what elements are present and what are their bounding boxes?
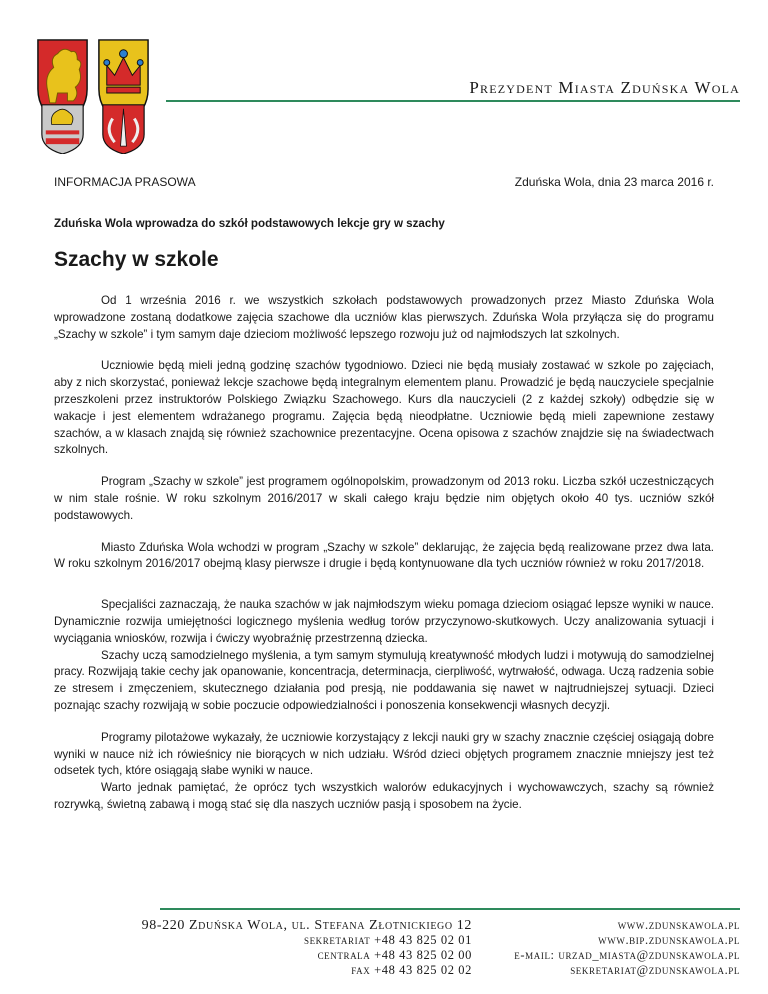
city-crest-logo	[34, 36, 152, 154]
coat-of-arms-icon	[34, 36, 152, 154]
press-release-label: INFORMACJA PRASOWA	[54, 175, 196, 189]
paragraph: Program „Szachy w szkole” jest programem ogólnopolskim, prowadzonym od 2013 roku. Liczba szkół uczestniczących w nim stale rośnie. W roku szkolnym 2016/2017 w skali całego kraju będzie nim objętych około 40 tys. uczniów szkół podstawowych.	[54, 475, 714, 522]
paragraph: Specjaliści zaznaczają, że nauka szachów w jak najmłodszym wieku pomaga dzieciom osiągać lepsze wyniki w nauce. Dynamicznie rozwija umiejętności logicznego myślenia według torów przyczynowo-skutkowych. Uczy analizowania sytuacji i wyciągania wniosków, rozwija i ćwiczy wyobraźnię przestrzenną dziecka.	[54, 598, 714, 645]
footer-email-link[interactable]: e-mail: urzad_miasta@zdunskawola.pl	[514, 948, 740, 962]
article-body	[54, 293, 714, 814]
paragraph: Warto jednak pamiętać, że oprócz tych wszystkich walorów edukacyjnych i wychowawczych, szachy są również rozrywką, świetną zabawą i mogą stać się dla naszych uczniów pasją i sposobem na życie.	[54, 781, 714, 811]
organization-name: Prezydent Miasta Zduńska Wola	[469, 78, 740, 97]
paragraph: Od 1 września 2016 r. we wszystkich szkołach podstawowych prowadzonych przez Miasto Zduńska Wola wprowadzone zostaną dodatkowe zajęcia szachowe dla uczniów klas pierwszych. Zduńska Wola przyłącza się do programu „Szachy w szkole” i tym samym daje dzieciom możliwość lepszego rozwoju już od najmłodszych lat szkolnych.	[54, 294, 714, 341]
paragraph: Uczniowie będą mieli jedną godzinę szachów tygodniowo. Dzieci nie będą musiały zostawać w szkole po zajęciach, aby z nich skorzystać, ponieważ lekcje szachowe będą integralnym elementem planu. Prowadzić je będą nauczyciele specjalnie przeszkoleni przez instruktorów Polskiego Związku Szachowego. Kurs dla nauczycieli (2 z każdej szkoły) odbędzie się w wakacje i jest elementem wdrażanego programu. Zajęcia będą nieodpłatne. Uczniowie będą mieli zapewnione zestawy szachów, a w klasach znajdą się również szachownice prezentacyjne. Ocena opisowa z szachów znajdzie się na świadectwach szkolnych.	[54, 359, 714, 457]
paragraph: Szachy uczą samodzielnego myślenia, a tym samym stymulują kreatywność młodych ludzi i motywują do samodzielnej pracy. Rozwijają takie cechy jak opanowanie, koncentracja, determinacja, cierpliwość, wytrwałość, odwaga. Uczą radzenia sobie ze stresem i zmęczeniem, skutecznego działania pod presją, nie poddawania się nawet w najtrudniejszej sytuacji. Dzieci poznając szachy rozwijają w sobie poczucie odpowiedzialności i ponoszenia konsekwencji własnych decyzji.	[54, 648, 714, 712]
footer-secretariat-phone: sekretariat +48 43 825 02 01	[303, 933, 472, 947]
footer-secretariat-email-link[interactable]: sekretariat@zdunskawola.pl	[570, 963, 740, 977]
footer-fax: fax +48 43 825 02 02	[351, 963, 472, 977]
article-subtitle: Zduńska Wola wprowadza do szkół podstawowych lekcje gry w szachy	[54, 217, 445, 230]
footer-bip-link[interactable]: www.bip.zdunskawola.pl	[598, 933, 740, 947]
footer-web-block	[514, 918, 740, 978]
footer-contact-block	[142, 918, 472, 978]
document-date: Zduńska Wola, dnia 23 marca 2016 r.	[514, 175, 714, 189]
footer-central-phone: centrala +48 43 825 02 00	[317, 948, 472, 962]
paragraph: Programy pilotażowe wykazały, że uczniowie korzystający z lekcji nauki gry w szachy znacznie częściej osiągają dobre wyniki w nauce niż ich rówieśnicy nie biorących w nich udziału. Wśród dzieci objętych programem znacznie mniejszy jest też odsetek tych, które osiągają słabe wyniki w nauce.	[54, 730, 714, 778]
header-divider	[166, 100, 740, 102]
footer-website-link[interactable]: www.zdunskawola.pl	[617, 918, 740, 932]
footer-address: 98-220 Zduńska Wola, ul. Stefana Złotnickiego 12	[141, 918, 472, 933]
article-title: Szachy w szkole	[54, 248, 219, 271]
paragraph: Miasto Zduńska Wola wchodzi w program „Szachy w szkole” deklarując, że zajęcia będą realizowane przez dwa lata. W roku szkolnym 2016/2017 obejmą klasy pierwsze i drugie i będą kontynuowane dla tych uczniów również w roku 2017/2018.	[54, 540, 714, 571]
footer-divider	[160, 908, 740, 910]
